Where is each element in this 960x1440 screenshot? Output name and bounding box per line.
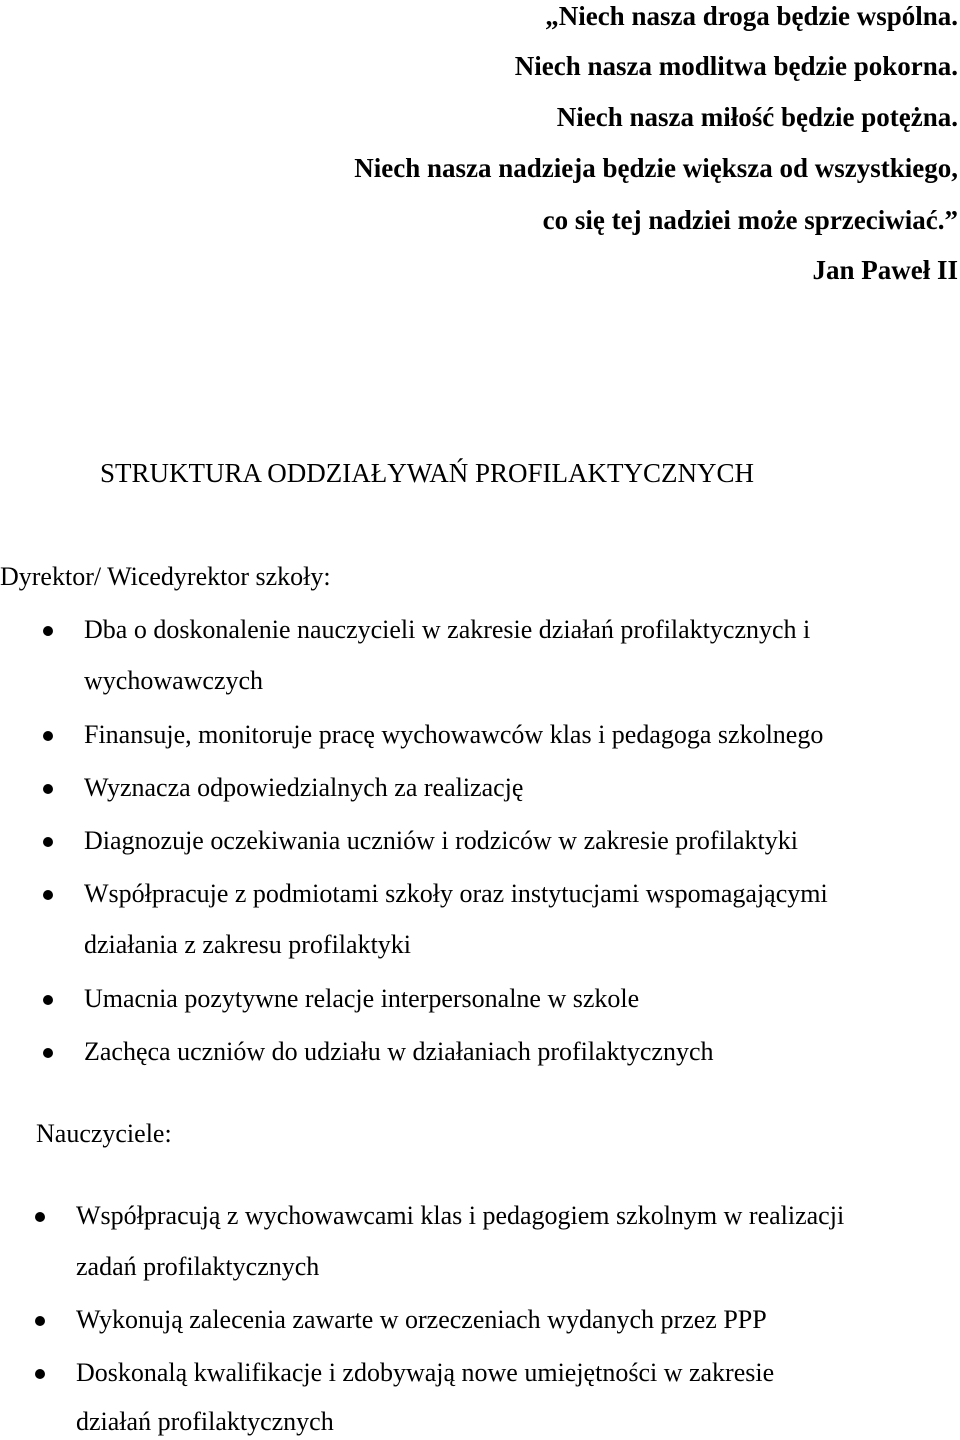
bullet-icon — [43, 837, 53, 847]
list-item-line: Dba o doskonalenie nauczycieli w zakresie działań profilaktycznych i — [84, 615, 811, 644]
list-item-line: zadań profilaktycznych — [76, 1252, 320, 1281]
list-item-line: Doskonalą kwalifikacje i zdobywają nowe umiejętności w zakresie — [76, 1358, 775, 1387]
bullet-icon — [43, 784, 53, 794]
list-item-line: Wyznacza odpowiedzialnych za realizację — [84, 773, 524, 802]
bullet-icon — [43, 995, 53, 1005]
quote-line-4: Niech nasza nadzieja będzie większa od wszystkiego, — [354, 153, 958, 183]
quote-line-5: co się tej nadziei może sprzeciwiać.” — [542, 205, 958, 235]
section-heading-director: Dyrektor/ Wicedyrektor szkoły: — [0, 562, 331, 591]
list-item-line: działania z zakresu profilaktyki — [84, 930, 412, 959]
list-item-line: Umacnia pozytywne relacje interpersonalne w szkole — [84, 984, 640, 1013]
list-item-line: wychowawczych — [84, 666, 264, 695]
list-item-line: Finansuje, monitoruje pracę wychowawców klas i pedagoga szkolnego — [84, 720, 824, 749]
list-item-line: Współpracują z wychowawcami klas i pedagogiem szkolnym w realizacji — [76, 1201, 845, 1230]
bullet-icon — [43, 1048, 53, 1058]
quote-line-2: Niech nasza modlitwa będzie pokorna. — [514, 51, 958, 81]
bullet-icon — [43, 626, 53, 636]
quote-line-3: Niech nasza miłość będzie potężna. — [556, 102, 958, 132]
list-item-line: Wykonują zalecenia zawarte w orzeczeniach wydanych przez PPP — [76, 1305, 767, 1334]
bullet-icon — [35, 1212, 45, 1222]
quote-line-1: „Niech nasza droga będzie wspólna. — [545, 1, 958, 31]
bullet-icon — [43, 731, 53, 741]
list-item-line: Współpracuje z podmiotami szkoły oraz instytucjami wspomagającymi — [84, 879, 828, 908]
quote-author: Jan Paweł II — [812, 255, 958, 285]
list-item-line: działań profilaktycznych — [76, 1407, 334, 1436]
section-heading-teachers: Nauczyciele: — [36, 1119, 172, 1148]
bullet-icon — [43, 890, 53, 900]
page-title: STRUKTURA ODDZIAŁYWAŃ PROFILAKTYCZNYCH — [100, 458, 754, 488]
list-item-line: Diagnozuje oczekiwania uczniów i rodziców w zakresie profilaktyki — [84, 826, 798, 855]
list-item-line: Zachęca uczniów do udziału w działaniach profilaktycznych — [84, 1037, 714, 1066]
bullet-icon — [35, 1316, 45, 1326]
bullet-icon — [35, 1369, 45, 1379]
